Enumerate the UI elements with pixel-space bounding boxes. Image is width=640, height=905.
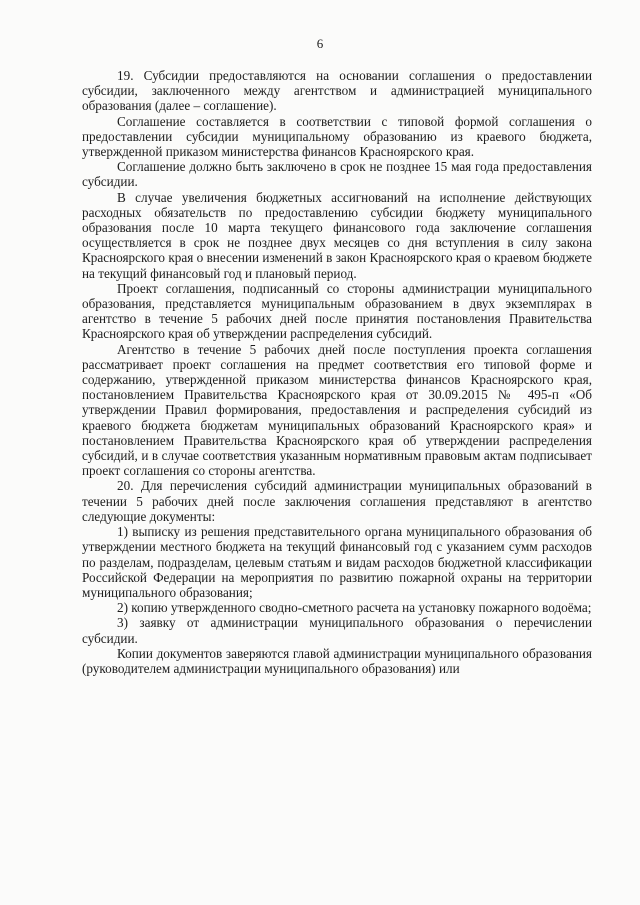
paragraph-agreement-form: Соглашение составляется в соответствии с типовой формой соглашения о предоставлении субсидии муниципальному образованию из краевого бюджета, утвержденной приказом министерства финансов Красноярского края. [82, 113, 592, 160]
paragraph-budget-increase: В случае увеличения бюджетных ассигнований на исполнение действующих расходных обязательств по предоставлению субсидии бюджету муниципального образования после 10 марта текущего финансового года заключение соглашения осуществляется в срок не позднее двух месяцев со дня вступления в силу закона Красноярского края о внесении изменений в закон Красноярского края о краевом бюджете на текущий финансовый год и плановый период. [82, 189, 592, 281]
page-number: 6 [316, 36, 324, 51]
list-item-3: 3) заявку от администрации муниципального образования о перечислении субсидии. [82, 615, 592, 646]
paragraph-20: 20. Для перечисления субсидий администрации муниципальных образований в течении 5 рабочих дней после заключения соглашения представляют в агентство следующие документы: [82, 478, 592, 524]
paragraph-agreement-deadline: Соглашение должно быть заключено в срок не позднее 15 мая года предоставления субсидии. [82, 159, 592, 190]
document-body [82, 68, 592, 676]
paragraph-copies-certified: Копии документов заверяются главой администрации муниципального образования (руководителем администрации муниципального образования) или [82, 645, 592, 676]
paragraph-agency-review: Агентство в течение 5 рабочих дней после поступления проекта соглашения рассматривает проект соглашения на предмет соответствия его типовой форме и содержанию, утвержденной приказом министерства финансов Красноярского края, постановлением Правительства Красноярского края от 30.09.2015 № 495-п «Об утверждении Правил формирования, предоставления и распределения субсидий из краевого бюджета бюджетам муниципальных образований Красноярского края» и постановлением Правительства Красноярского края об утверждении распределения субсидий, и в случае соответствия указанным нормативным правовым актам подписывает проект соглашения со стороны агентства. [82, 341, 592, 479]
paragraph-draft-agreement: Проект соглашения, подписанный со стороны администрации муниципального образования, представляется муниципальным образованием в двух экземплярах в агентство в течение 5 рабочих дней после принятия постановления Правительства Красноярского края об утверждении распределения субсидий. [82, 280, 592, 342]
paragraph-19: 19. Субсидии предоставляются на основании соглашения о предоставлении субсидии, заключенного между агентством и администрацией муниципального образования (далее – соглашение). [82, 68, 592, 114]
list-item-2: 2) копию утвержденного сводно-сметного расчета на установку пожарного водоёма; [117, 600, 592, 616]
list-item-1: 1) выписку из решения представительного органа муниципального образования об утверждении местного бюджета на текущий финансовый год с указанием сумм расходов по разделам, подразделам, целевым статьям и видам расходов бюджетной классификации Российской Федерации на мероприятия по развитию пожарной охраны на территории муниципального образования; [82, 524, 592, 600]
